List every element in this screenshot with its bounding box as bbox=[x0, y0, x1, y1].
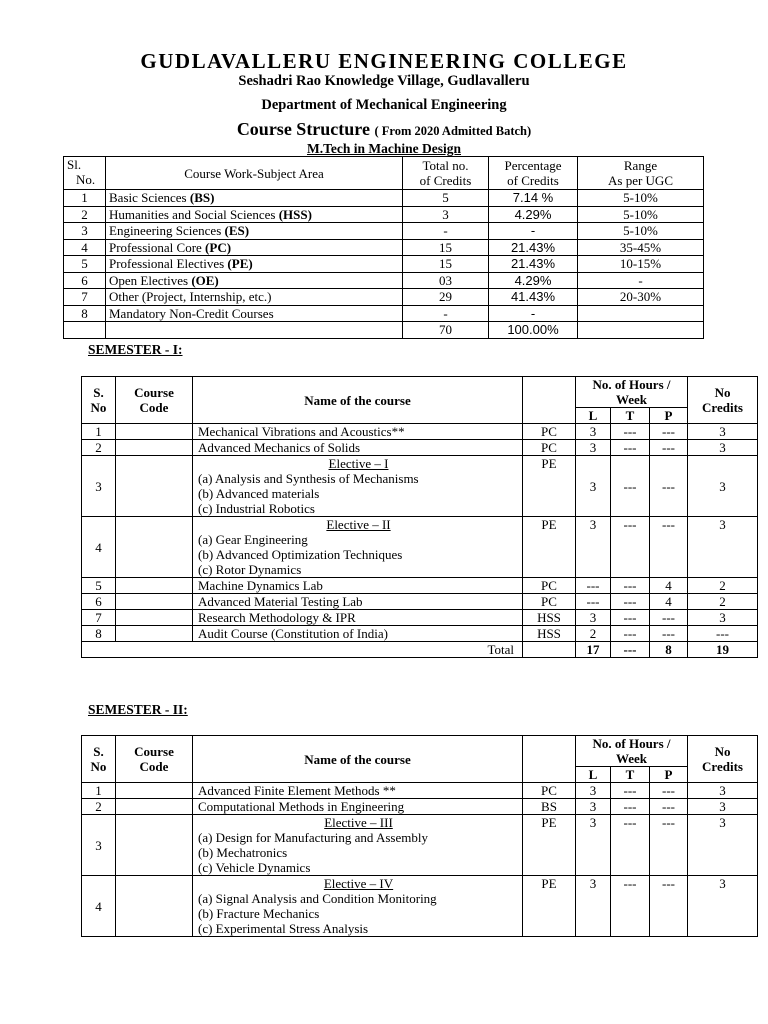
summary-row-percentage: 21.43% bbox=[489, 256, 578, 273]
header-sno bbox=[82, 377, 116, 424]
summary-row-percentage: 41.43% bbox=[489, 289, 578, 306]
course-sno: 1 bbox=[82, 783, 116, 799]
summary-row-credits: 15 bbox=[403, 256, 489, 273]
total-row bbox=[82, 642, 758, 658]
summary-row-credits: 3 bbox=[403, 206, 489, 223]
header-hours bbox=[576, 736, 688, 767]
semester-header-row bbox=[82, 377, 758, 408]
course-type: PC bbox=[523, 783, 576, 799]
summary-row-area bbox=[106, 305, 403, 322]
course-p: 4 bbox=[650, 594, 688, 610]
total-l: 17 bbox=[576, 642, 611, 658]
course-sno: 5 bbox=[82, 578, 116, 594]
summary-row-area bbox=[106, 190, 403, 207]
cell-line: Week bbox=[615, 392, 648, 407]
course-l: 3 bbox=[576, 799, 611, 815]
elective-name bbox=[193, 876, 523, 937]
course-t: --- bbox=[611, 578, 650, 594]
summary-row-area bbox=[106, 256, 403, 273]
header-type bbox=[523, 736, 576, 783]
course-row bbox=[82, 594, 758, 610]
course-code bbox=[116, 783, 193, 799]
college-address: Seshadri Rao Knowledge Village, Gudlavalleru bbox=[238, 73, 530, 89]
cell-line: Week bbox=[615, 751, 648, 766]
course-name: Advanced Mechanics of Solids bbox=[193, 440, 523, 456]
course-p: --- bbox=[650, 876, 688, 937]
semester-header-row bbox=[82, 736, 758, 767]
elective-title: Elective – III bbox=[324, 815, 393, 830]
course-t: --- bbox=[611, 594, 650, 610]
summary-total-row bbox=[64, 322, 704, 339]
elective-option: (b) Fracture Mechanics bbox=[198, 906, 320, 921]
total-type bbox=[523, 642, 576, 658]
summary-row-credits: 03 bbox=[403, 272, 489, 289]
area-abbreviation: (BS) bbox=[189, 190, 215, 206]
course-p: --- bbox=[650, 456, 688, 517]
course-code bbox=[116, 578, 193, 594]
course-l: 3 bbox=[576, 517, 611, 578]
area-abbreviation: (PC) bbox=[205, 239, 232, 255]
course-credits: 3 bbox=[688, 610, 758, 626]
summary-row-number: 7 bbox=[64, 289, 106, 306]
course-credits: 3 bbox=[688, 799, 758, 815]
summary-row bbox=[64, 272, 704, 289]
course-l: 3 bbox=[576, 876, 611, 937]
course-credits: 3 bbox=[688, 440, 758, 456]
summary-row-percentage: 4.29% bbox=[489, 206, 578, 223]
semester-2-table bbox=[81, 735, 758, 937]
summary-row-credits: 5 bbox=[403, 190, 489, 207]
course-credits: 3 bbox=[688, 783, 758, 799]
header-l: L bbox=[576, 767, 611, 783]
elective-option: (a) Analysis and Synthesis of Mechanisms bbox=[198, 471, 419, 486]
semester-1-title: SEMESTER - I: bbox=[88, 342, 183, 357]
elective-option: (a) Gear Engineering bbox=[198, 532, 308, 547]
course-code bbox=[116, 440, 193, 456]
course-code bbox=[116, 815, 193, 876]
summary-row-credits: - bbox=[403, 223, 489, 240]
course-name: Machine Dynamics Lab bbox=[193, 578, 523, 594]
summary-row-range: 5-10% bbox=[578, 223, 704, 240]
cell-line: Code bbox=[139, 400, 169, 415]
summary-header-range: Range As per UGC bbox=[578, 157, 704, 190]
course-l: 3 bbox=[576, 440, 611, 456]
summary-row-range bbox=[578, 305, 704, 322]
course-type: PC bbox=[523, 424, 576, 440]
summary-row-range: 10-15% bbox=[578, 256, 704, 273]
course-type: PC bbox=[523, 594, 576, 610]
course-credits: 3 bbox=[688, 517, 758, 578]
course-credits: --- bbox=[688, 626, 758, 642]
course-credits: 3 bbox=[688, 876, 758, 937]
college-name: GUDLAVALLERU ENGINEERING COLLEGE bbox=[140, 49, 628, 73]
course-row bbox=[82, 626, 758, 642]
elective-option: (b) Advanced materials bbox=[198, 486, 320, 501]
course-sno: 3 bbox=[82, 456, 116, 517]
area-label: Mandatory Non-Credit Courses bbox=[109, 305, 274, 321]
course-sno: 2 bbox=[82, 440, 116, 456]
course-p: 4 bbox=[650, 578, 688, 594]
summary-row-range: 5-10% bbox=[578, 190, 704, 207]
cell-line: Credits bbox=[702, 400, 743, 415]
course-t: --- bbox=[611, 626, 650, 642]
header-course-name: Name of the course bbox=[193, 736, 523, 783]
course-type: PC bbox=[523, 578, 576, 594]
elective-option: (c) Vehicle Dynamics bbox=[198, 860, 311, 875]
summary-row bbox=[64, 239, 704, 256]
course-t: --- bbox=[611, 783, 650, 799]
summary-header-row bbox=[64, 157, 704, 190]
credit-summary-table bbox=[63, 156, 704, 339]
course-type: PE bbox=[523, 456, 576, 517]
course-row bbox=[82, 440, 758, 456]
elective-option: (c) Industrial Robotics bbox=[198, 501, 315, 516]
course-p: --- bbox=[650, 517, 688, 578]
summary-header-area: Course Work-Subject Area bbox=[106, 157, 403, 190]
summary-row-number: 8 bbox=[64, 305, 106, 322]
area-abbreviation: (OE) bbox=[191, 272, 219, 288]
course-structure-title bbox=[0, 119, 768, 140]
course-l: 3 bbox=[576, 456, 611, 517]
course-p: --- bbox=[650, 783, 688, 799]
area-label: Professional Core bbox=[109, 239, 206, 255]
summary-row bbox=[64, 305, 704, 322]
course-sno: 8 bbox=[82, 626, 116, 642]
course-credits: 2 bbox=[688, 594, 758, 610]
course-p: --- bbox=[650, 440, 688, 456]
area-label: Other (Project, Internship, etc.) bbox=[109, 289, 272, 305]
summary-row-area bbox=[106, 289, 403, 306]
course-t: --- bbox=[611, 440, 650, 456]
course-name: Research Methodology & IPR bbox=[193, 610, 523, 626]
elective-title: Elective – I bbox=[328, 456, 389, 471]
course-row bbox=[82, 424, 758, 440]
elective-option: (c) Experimental Stress Analysis bbox=[198, 921, 369, 936]
course-credits: 3 bbox=[688, 456, 758, 517]
summary-row-credits: - bbox=[403, 305, 489, 322]
summary-row bbox=[64, 223, 704, 240]
summary-row-range: 5-10% bbox=[578, 206, 704, 223]
area-abbreviation: (PE) bbox=[227, 256, 253, 272]
course-credits: 3 bbox=[688, 424, 758, 440]
header-course-code bbox=[116, 736, 193, 783]
course-l: 2 bbox=[576, 626, 611, 642]
summary-row-range: - bbox=[578, 272, 704, 289]
course-row bbox=[82, 783, 758, 799]
course-row bbox=[82, 578, 758, 594]
course-type: HSS bbox=[523, 610, 576, 626]
course-name: Mechanical Vibrations and Acoustics** bbox=[193, 424, 523, 440]
cell-line: Course bbox=[134, 385, 174, 400]
table-cell bbox=[578, 322, 704, 339]
course-name: Computational Methods in Engineering bbox=[193, 799, 523, 815]
course-sno: 1 bbox=[82, 424, 116, 440]
program-name: M.Tech in Machine Design bbox=[306, 141, 461, 156]
total-p: 8 bbox=[650, 642, 688, 658]
summary-row-number: 6 bbox=[64, 272, 106, 289]
elective-title: Elective – II bbox=[326, 517, 391, 532]
header-t: T bbox=[611, 408, 650, 424]
summary-row-area bbox=[106, 272, 403, 289]
cell-line: S. bbox=[93, 385, 104, 400]
summary-header-sl: Sl. No. bbox=[64, 157, 106, 190]
course-t: --- bbox=[611, 456, 650, 517]
summary-row-percentage: 4.29% bbox=[489, 272, 578, 289]
course-sno: 4 bbox=[82, 876, 116, 937]
course-row bbox=[82, 799, 758, 815]
elective-option: (a) Design for Manufacturing and Assembly bbox=[198, 830, 428, 845]
header-course-name: Name of the course bbox=[193, 377, 523, 424]
course-p: --- bbox=[650, 424, 688, 440]
area-label: Humanities and Social Sciences bbox=[109, 206, 279, 222]
course-t: --- bbox=[611, 424, 650, 440]
course-type: HSS bbox=[523, 626, 576, 642]
semester-1-table bbox=[81, 376, 758, 658]
course-sno: 2 bbox=[82, 799, 116, 815]
course-sno: 6 bbox=[82, 594, 116, 610]
area-label: Professional Electives bbox=[109, 256, 228, 272]
course-t: --- bbox=[611, 876, 650, 937]
summary-total-percentage: 100.00% bbox=[489, 322, 578, 339]
summary-total-credits: 70 bbox=[403, 322, 489, 339]
elective-row bbox=[82, 815, 758, 876]
cell-line: No bbox=[90, 759, 107, 774]
total-credits: 19 bbox=[688, 642, 758, 658]
elective-row bbox=[82, 456, 758, 517]
header-credits bbox=[688, 377, 758, 424]
total-t: --- bbox=[611, 642, 650, 658]
area-label: Engineering Sciences bbox=[109, 223, 225, 239]
course-t: --- bbox=[611, 815, 650, 876]
course-name: Advanced Finite Element Methods ** bbox=[193, 783, 523, 799]
summary-row-number: 2 bbox=[64, 206, 106, 223]
course-p: --- bbox=[650, 815, 688, 876]
elective-name bbox=[193, 456, 523, 517]
course-type: PE bbox=[523, 876, 576, 937]
cell-line: Course bbox=[134, 744, 174, 759]
area-abbreviation: (HSS) bbox=[278, 206, 312, 222]
cell-line: No bbox=[714, 385, 731, 400]
area-label: Open Electives bbox=[109, 272, 192, 288]
summary-row-number: 5 bbox=[64, 256, 106, 273]
header-p: P bbox=[650, 767, 688, 783]
elective-title: Elective – IV bbox=[323, 876, 394, 891]
course-t: --- bbox=[611, 610, 650, 626]
summary-row-number: 1 bbox=[64, 190, 106, 207]
course-l: --- bbox=[576, 578, 611, 594]
course-l: 3 bbox=[576, 424, 611, 440]
summary-row bbox=[64, 289, 704, 306]
elective-option: (b) Mechatronics bbox=[198, 845, 288, 860]
header-course-code bbox=[116, 377, 193, 424]
summary-row-range: 20-30% bbox=[578, 289, 704, 306]
course-sno: 4 bbox=[82, 517, 116, 578]
course-l: 3 bbox=[576, 815, 611, 876]
course-code bbox=[116, 456, 193, 517]
course-name: Audit Course (Constitution of India) bbox=[193, 626, 523, 642]
title-sub: ( From 2020 Admitted Batch) bbox=[374, 124, 532, 138]
header-t: T bbox=[611, 767, 650, 783]
department-name: Department of Mechanical Engineering bbox=[261, 97, 507, 113]
course-l: 3 bbox=[576, 783, 611, 799]
summary-row-area bbox=[106, 206, 403, 223]
cell-line: S. bbox=[93, 744, 104, 759]
course-credits: 2 bbox=[688, 578, 758, 594]
summary-header-percentage: Percentage of Credits bbox=[489, 157, 578, 190]
table-cell bbox=[64, 322, 106, 339]
elective-name bbox=[193, 517, 523, 578]
course-code bbox=[116, 876, 193, 937]
area-abbreviation: (ES) bbox=[224, 223, 250, 239]
course-t: --- bbox=[611, 799, 650, 815]
course-code bbox=[116, 594, 193, 610]
course-code bbox=[116, 424, 193, 440]
elective-row bbox=[82, 517, 758, 578]
course-credits: 3 bbox=[688, 815, 758, 876]
summary-row-percentage: 7.14 % bbox=[489, 190, 578, 207]
course-type: PE bbox=[523, 517, 576, 578]
course-p: --- bbox=[650, 610, 688, 626]
summary-row-percentage: - bbox=[489, 305, 578, 322]
course-code bbox=[116, 799, 193, 815]
semester-2-title: SEMESTER - II: bbox=[88, 702, 188, 717]
course-sno: 7 bbox=[82, 610, 116, 626]
course-name: Advanced Material Testing Lab bbox=[193, 594, 523, 610]
elective-option: (b) Advanced Optimization Techniques bbox=[198, 547, 403, 562]
total-label: Total bbox=[82, 642, 523, 658]
summary-row bbox=[64, 190, 704, 207]
course-t: --- bbox=[611, 517, 650, 578]
header-p: P bbox=[650, 408, 688, 424]
course-l: 3 bbox=[576, 610, 611, 626]
course-row bbox=[82, 610, 758, 626]
header-sno bbox=[82, 736, 116, 783]
course-p: --- bbox=[650, 626, 688, 642]
header-hours bbox=[576, 377, 688, 408]
summary-row-credits: 29 bbox=[403, 289, 489, 306]
cell-line: No. of Hours / bbox=[592, 377, 671, 392]
course-code bbox=[116, 517, 193, 578]
header-l: L bbox=[576, 408, 611, 424]
elective-option: (c) Rotor Dynamics bbox=[198, 562, 302, 577]
summary-row bbox=[64, 206, 704, 223]
table-cell bbox=[106, 322, 403, 339]
summary-row-number: 3 bbox=[64, 223, 106, 240]
course-type: BS bbox=[523, 799, 576, 815]
course-type: PE bbox=[523, 815, 576, 876]
course-type: PC bbox=[523, 440, 576, 456]
cell-line: No. of Hours / bbox=[592, 736, 671, 751]
summary-row-area bbox=[106, 239, 403, 256]
header-credits bbox=[688, 736, 758, 783]
elective-row bbox=[82, 876, 758, 937]
course-sno: 3 bbox=[82, 815, 116, 876]
summary-row-percentage: 21.43% bbox=[489, 239, 578, 256]
cell-line: Credits bbox=[702, 759, 743, 774]
header-type bbox=[523, 377, 576, 424]
summary-row-percentage: - bbox=[489, 223, 578, 240]
course-code bbox=[116, 626, 193, 642]
summary-row-number: 4 bbox=[64, 239, 106, 256]
course-code bbox=[116, 610, 193, 626]
summary-row bbox=[64, 256, 704, 273]
summary-row-range: 35-45% bbox=[578, 239, 704, 256]
summary-row-credits: 15 bbox=[403, 239, 489, 256]
summary-row-area bbox=[106, 223, 403, 240]
course-p: --- bbox=[650, 799, 688, 815]
title-main: Course Structure bbox=[236, 119, 370, 139]
cell-line: Code bbox=[139, 759, 169, 774]
elective-option: (a) Signal Analysis and Condition Monitoring bbox=[198, 891, 437, 906]
elective-name bbox=[193, 815, 523, 876]
area-label: Basic Sciences bbox=[109, 190, 190, 206]
cell-line: No bbox=[90, 400, 107, 415]
summary-header-total: Total no. of Credits bbox=[403, 157, 489, 190]
course-l: --- bbox=[576, 594, 611, 610]
cell-line: No bbox=[714, 744, 731, 759]
